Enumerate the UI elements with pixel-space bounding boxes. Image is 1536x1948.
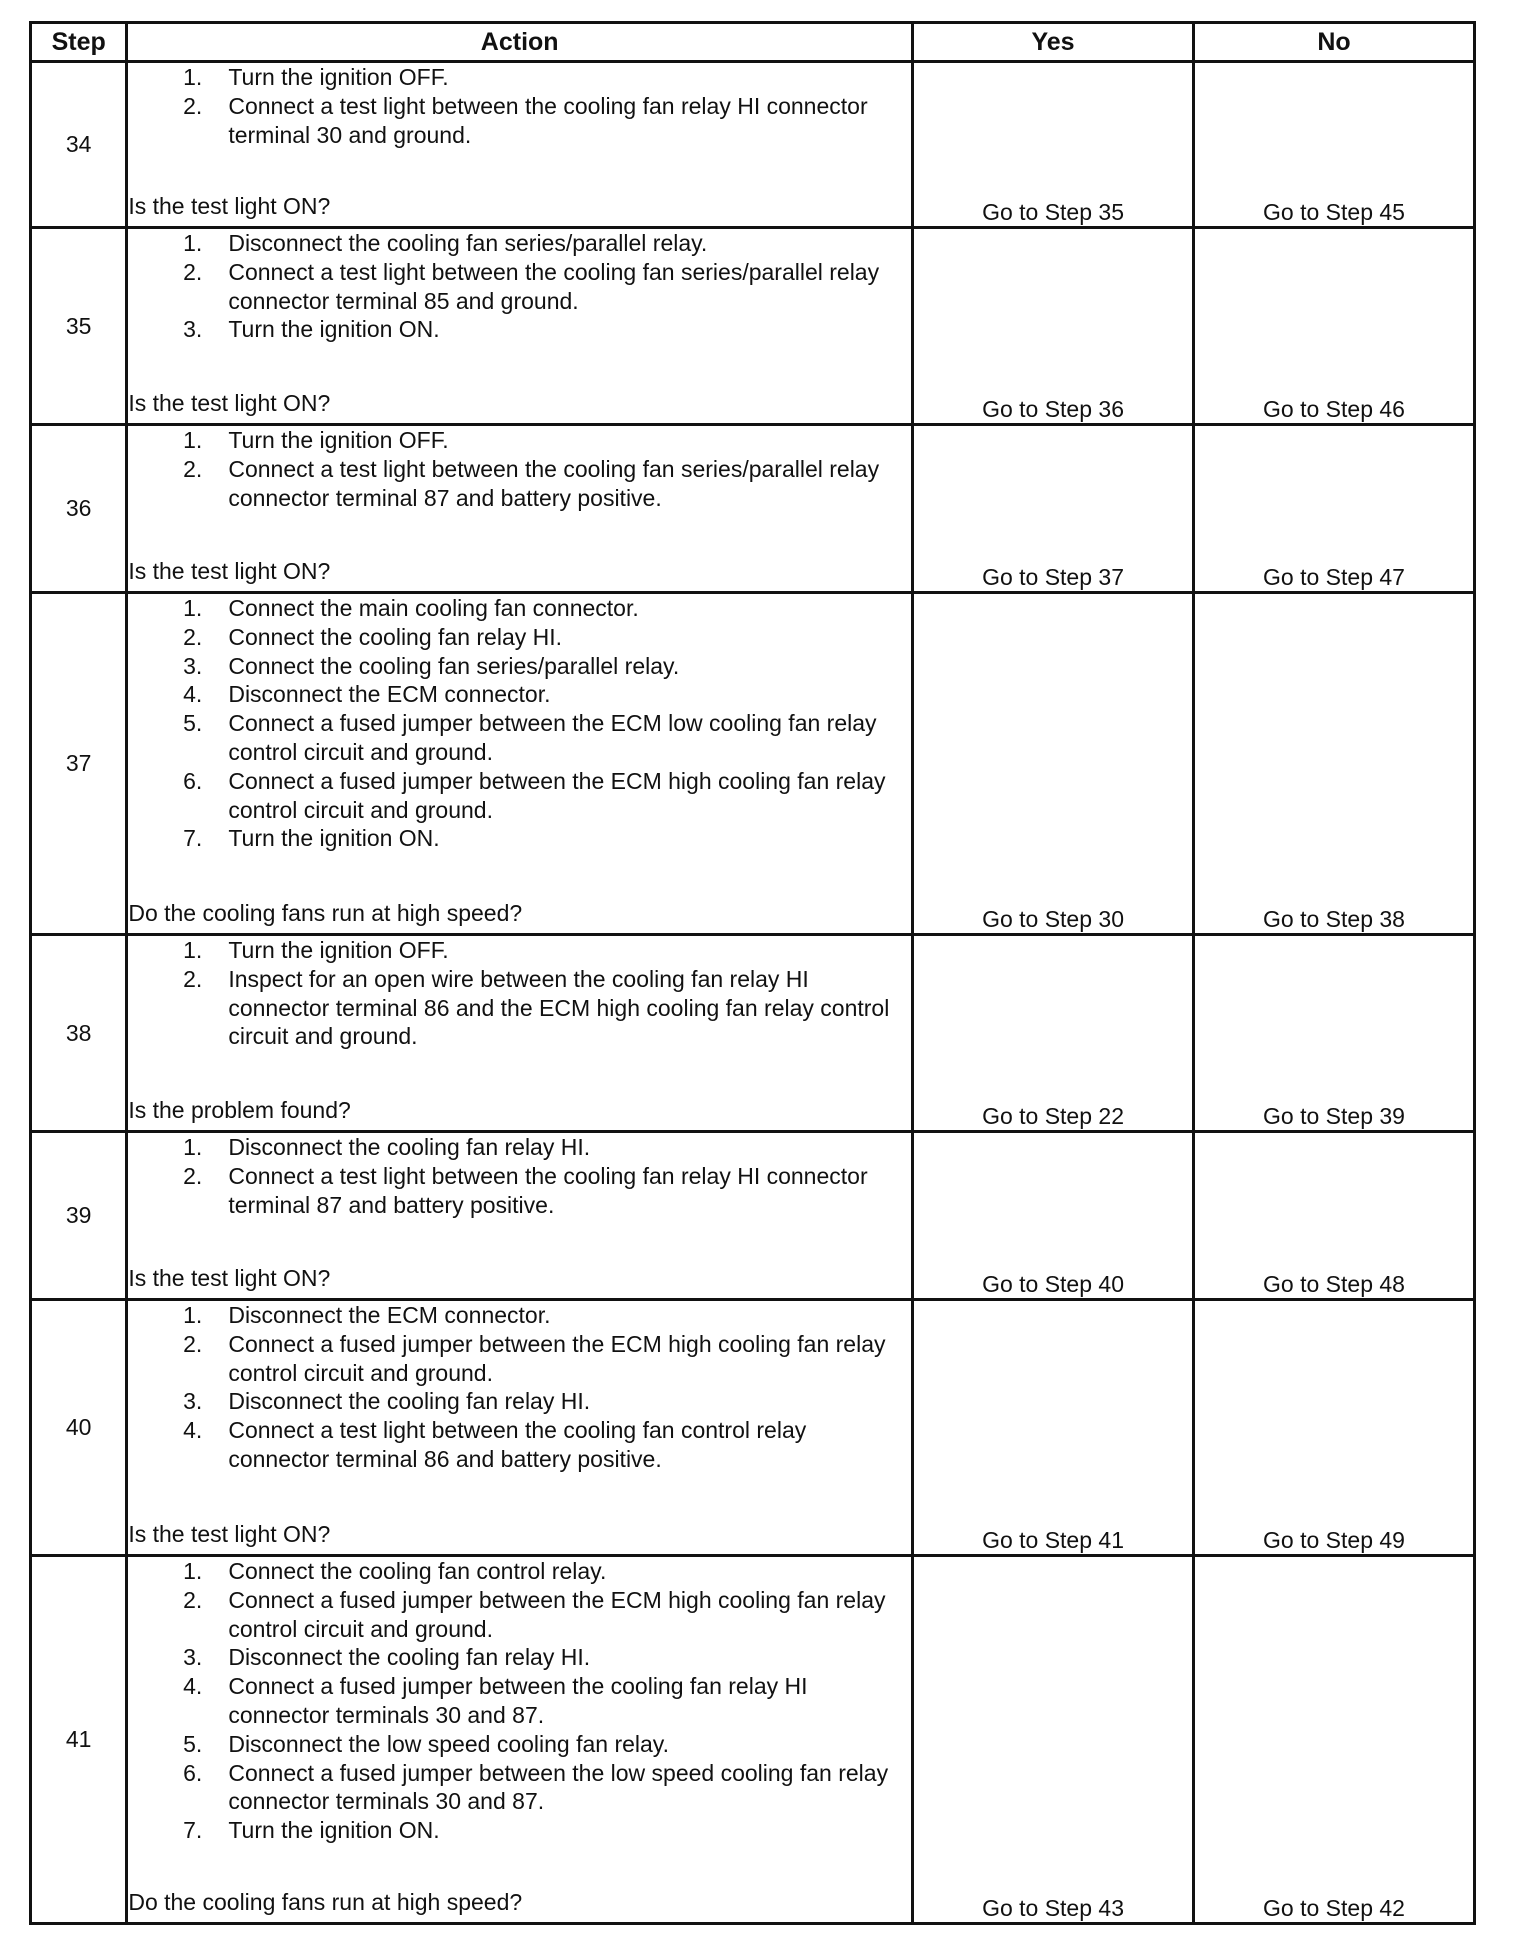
step-number: 35 [31, 228, 127, 425]
action-step-text: Connect a test light between the cooling fan relay HI connector terminal 87 and battery positive. [228, 1162, 868, 1218]
action-step [128, 1133, 911, 1162]
table-row [31, 62, 1475, 228]
table-row [31, 1132, 1475, 1300]
yes-result: Go to Step 40 [913, 1132, 1194, 1300]
yes-result: Go to Step 30 [913, 593, 1194, 935]
action-step-number: 2. [183, 1586, 203, 1613]
action-step [128, 936, 911, 965]
header-step: Step [31, 23, 127, 62]
action-steps-list [128, 936, 911, 1051]
action-step-number: 1. [183, 937, 203, 963]
step-number: 38 [31, 935, 127, 1132]
action-step-number: 4. [183, 1673, 203, 1700]
action-step [128, 229, 911, 258]
table-row [31, 935, 1475, 1132]
table-row [31, 593, 1475, 935]
action-steps-list [128, 1557, 911, 1845]
action-question: Is the test light ON? [128, 1521, 331, 1547]
action-step [128, 1643, 911, 1672]
action-step [128, 767, 911, 825]
action-step [128, 623, 911, 652]
no-result: Go to Step 42 [1194, 1556, 1475, 1924]
action-step-text: Connect a test light between the cooling fan relay HI connector terminal 30 and ground. [228, 92, 868, 148]
action-step-text: Disconnect the cooling fan relay HI. [228, 1134, 591, 1160]
action-steps-list [128, 594, 911, 853]
action-step-text: Disconnect the cooling fan relay HI. [228, 1644, 591, 1671]
action-step [128, 709, 911, 767]
action-step-number: 4. [183, 1417, 203, 1444]
action-step-text: Turn the ignition OFF. [228, 937, 449, 963]
action-step-number: 1. [183, 1558, 203, 1584]
action-step-number: 4. [183, 681, 203, 708]
action-step-number: 3. [183, 316, 203, 343]
action-cell [127, 228, 913, 425]
action-step-text: Connect a fused jumper between the ECM low cooling fan relay control circuit and ground. [228, 710, 877, 765]
action-step [128, 426, 911, 455]
no-result: Go to Step 38 [1194, 593, 1475, 935]
diagnostic-table [29, 21, 1476, 1925]
action-step [128, 92, 911, 150]
no-result: Go to Step 49 [1194, 1300, 1475, 1556]
action-step-text: Connect a fused jumper between the ECM high cooling fan relay control circuit and ground. [228, 1330, 886, 1386]
action-step-text: Inspect for an open wire between the cooling fan relay HI connector terminal 86 and the ECM high cooling fan relay control circuit and ground. [228, 965, 890, 1050]
action-step-number: 1. [183, 1134, 203, 1160]
step-number: 41 [31, 1556, 127, 1924]
action-question: Is the test light ON? [128, 193, 331, 219]
no-result: Go to Step 45 [1194, 62, 1475, 228]
action-steps-list [128, 1301, 911, 1474]
action-step-text: Disconnect the cooling fan relay HI. [228, 1388, 591, 1415]
action-step-text: Turn the ignition ON. [228, 316, 440, 343]
action-step [128, 1730, 911, 1759]
action-step-number: 2. [183, 258, 203, 285]
action-step-number: 1. [183, 230, 203, 256]
action-cell [127, 1556, 913, 1924]
action-step-text: Disconnect the cooling fan series/parallel relay. [228, 230, 708, 256]
action-step-number: 6. [183, 1759, 203, 1786]
yes-result: Go to Step 22 [913, 935, 1194, 1132]
action-step-text: Disconnect the ECM connector. [228, 1302, 551, 1328]
action-step-text: Turn the ignition ON. [228, 825, 440, 852]
action-step-text: Connect the main cooling fan connector. [228, 595, 639, 621]
action-step-text: Turn the ignition ON. [228, 1817, 440, 1844]
table-row [31, 1300, 1475, 1556]
action-step-number: 1. [183, 64, 203, 90]
action-step [128, 315, 911, 344]
action-step [128, 1162, 911, 1220]
action-step-text: Connect a test light between the cooling fan control relay connector terminal 86 and battery positive. [228, 1417, 807, 1472]
action-question: Do the cooling fans run at high speed? [128, 900, 523, 926]
action-step-number: 3. [183, 652, 203, 679]
action-step-number: 2. [183, 965, 203, 992]
step-number: 34 [31, 62, 127, 228]
action-cell [127, 935, 913, 1132]
action-cell [127, 1300, 913, 1556]
action-step-number: 6. [183, 767, 203, 794]
action-step [128, 1586, 911, 1644]
header-no: No [1194, 23, 1475, 62]
action-steps-list [128, 1133, 911, 1219]
action-step-number: 7. [183, 1817, 203, 1844]
action-step-number: 3. [183, 1644, 203, 1671]
yes-result: Go to Step 41 [913, 1300, 1194, 1556]
step-number: 36 [31, 425, 127, 593]
action-step-text: Disconnect the ECM connector. [228, 681, 551, 708]
action-step [128, 455, 911, 513]
action-step [128, 258, 911, 316]
yes-result: Go to Step 36 [913, 228, 1194, 425]
action-step-text: Connect the cooling fan control relay. [228, 1558, 607, 1584]
header-action: Action [127, 23, 913, 62]
table-row [31, 228, 1475, 425]
action-step-text: Turn the ignition OFF. [228, 64, 449, 90]
action-step-number: 3. [183, 1388, 203, 1415]
action-step [128, 1330, 911, 1388]
no-result: Go to Step 48 [1194, 1132, 1475, 1300]
action-cell [127, 593, 913, 935]
step-number: 40 [31, 1300, 127, 1556]
action-question: Do the cooling fans run at high speed? [128, 1889, 523, 1915]
action-step-number: 1. [183, 595, 203, 621]
action-step [128, 824, 911, 853]
action-step-number: 2. [183, 92, 203, 119]
action-step [128, 63, 911, 92]
action-steps-list [128, 63, 911, 149]
action-step-text: Connect a test light between the cooling fan series/parallel relay connector terminal 85 and ground. [228, 258, 880, 314]
action-step [128, 594, 911, 623]
action-step [128, 1816, 911, 1845]
action-steps-list [128, 229, 911, 344]
no-result: Go to Step 46 [1194, 228, 1475, 425]
action-step [128, 1387, 911, 1416]
action-step [128, 652, 911, 681]
action-step-text: Connect a fused jumper between the low speed cooling fan relay connector terminals 30 and 87. [228, 1759, 889, 1815]
action-step-text: Disconnect the low speed cooling fan relay. [228, 1730, 669, 1757]
action-step-number: 1. [183, 427, 203, 453]
action-step [128, 1759, 911, 1817]
action-step-number: 2. [183, 455, 203, 482]
action-step-text: Connect a fused jumper between the ECM high cooling fan relay control circuit and ground. [228, 1586, 886, 1642]
action-step [128, 1557, 911, 1586]
action-step-number: 2. [183, 1162, 203, 1189]
yes-result: Go to Step 43 [913, 1556, 1194, 1924]
action-question: Is the test light ON? [128, 558, 331, 584]
table-row [31, 1556, 1475, 1924]
no-result: Go to Step 39 [1194, 935, 1475, 1132]
action-cell [127, 425, 913, 593]
header-yes: Yes [913, 23, 1194, 62]
step-number: 37 [31, 593, 127, 935]
action-step-text: Connect the cooling fan relay HI. [228, 623, 563, 650]
table-row [31, 425, 1475, 593]
action-step-number: 5. [183, 710, 203, 737]
action-step [128, 1301, 911, 1330]
action-question: Is the test light ON? [128, 390, 331, 416]
action-step-text: Turn the ignition OFF. [228, 427, 449, 453]
action-cell [127, 62, 913, 228]
header-row [31, 23, 1475, 62]
action-step-text: Connect the cooling fan series/parallel relay. [228, 652, 680, 679]
action-step-number: 7. [183, 825, 203, 852]
action-cell [127, 1132, 913, 1300]
yes-result: Go to Step 37 [913, 425, 1194, 593]
action-step-text: Connect a fused jumper between the cooling fan relay HI connector terminals 30 and 87. [228, 1673, 808, 1728]
action-step-text: Connect a fused jumper between the ECM high cooling fan relay control circuit and ground. [228, 767, 886, 823]
step-number: 39 [31, 1132, 127, 1300]
action-steps-list [128, 426, 911, 512]
action-step [128, 1416, 911, 1474]
action-step [128, 965, 911, 1051]
action-step-number: 5. [183, 1730, 203, 1757]
action-step [128, 1672, 911, 1730]
action-step [128, 680, 911, 709]
no-result: Go to Step 47 [1194, 425, 1475, 593]
action-question: Is the test light ON? [128, 1265, 331, 1291]
yes-result: Go to Step 35 [913, 62, 1194, 228]
action-step-text: Connect a test light between the cooling fan series/parallel relay connector terminal 87 and battery positive. [228, 455, 880, 511]
action-step-number: 2. [183, 623, 203, 650]
action-step-number: 2. [183, 1330, 203, 1357]
table-body [31, 62, 1475, 1924]
action-step-number: 1. [183, 1302, 203, 1328]
action-question: Is the problem found? [128, 1097, 351, 1123]
